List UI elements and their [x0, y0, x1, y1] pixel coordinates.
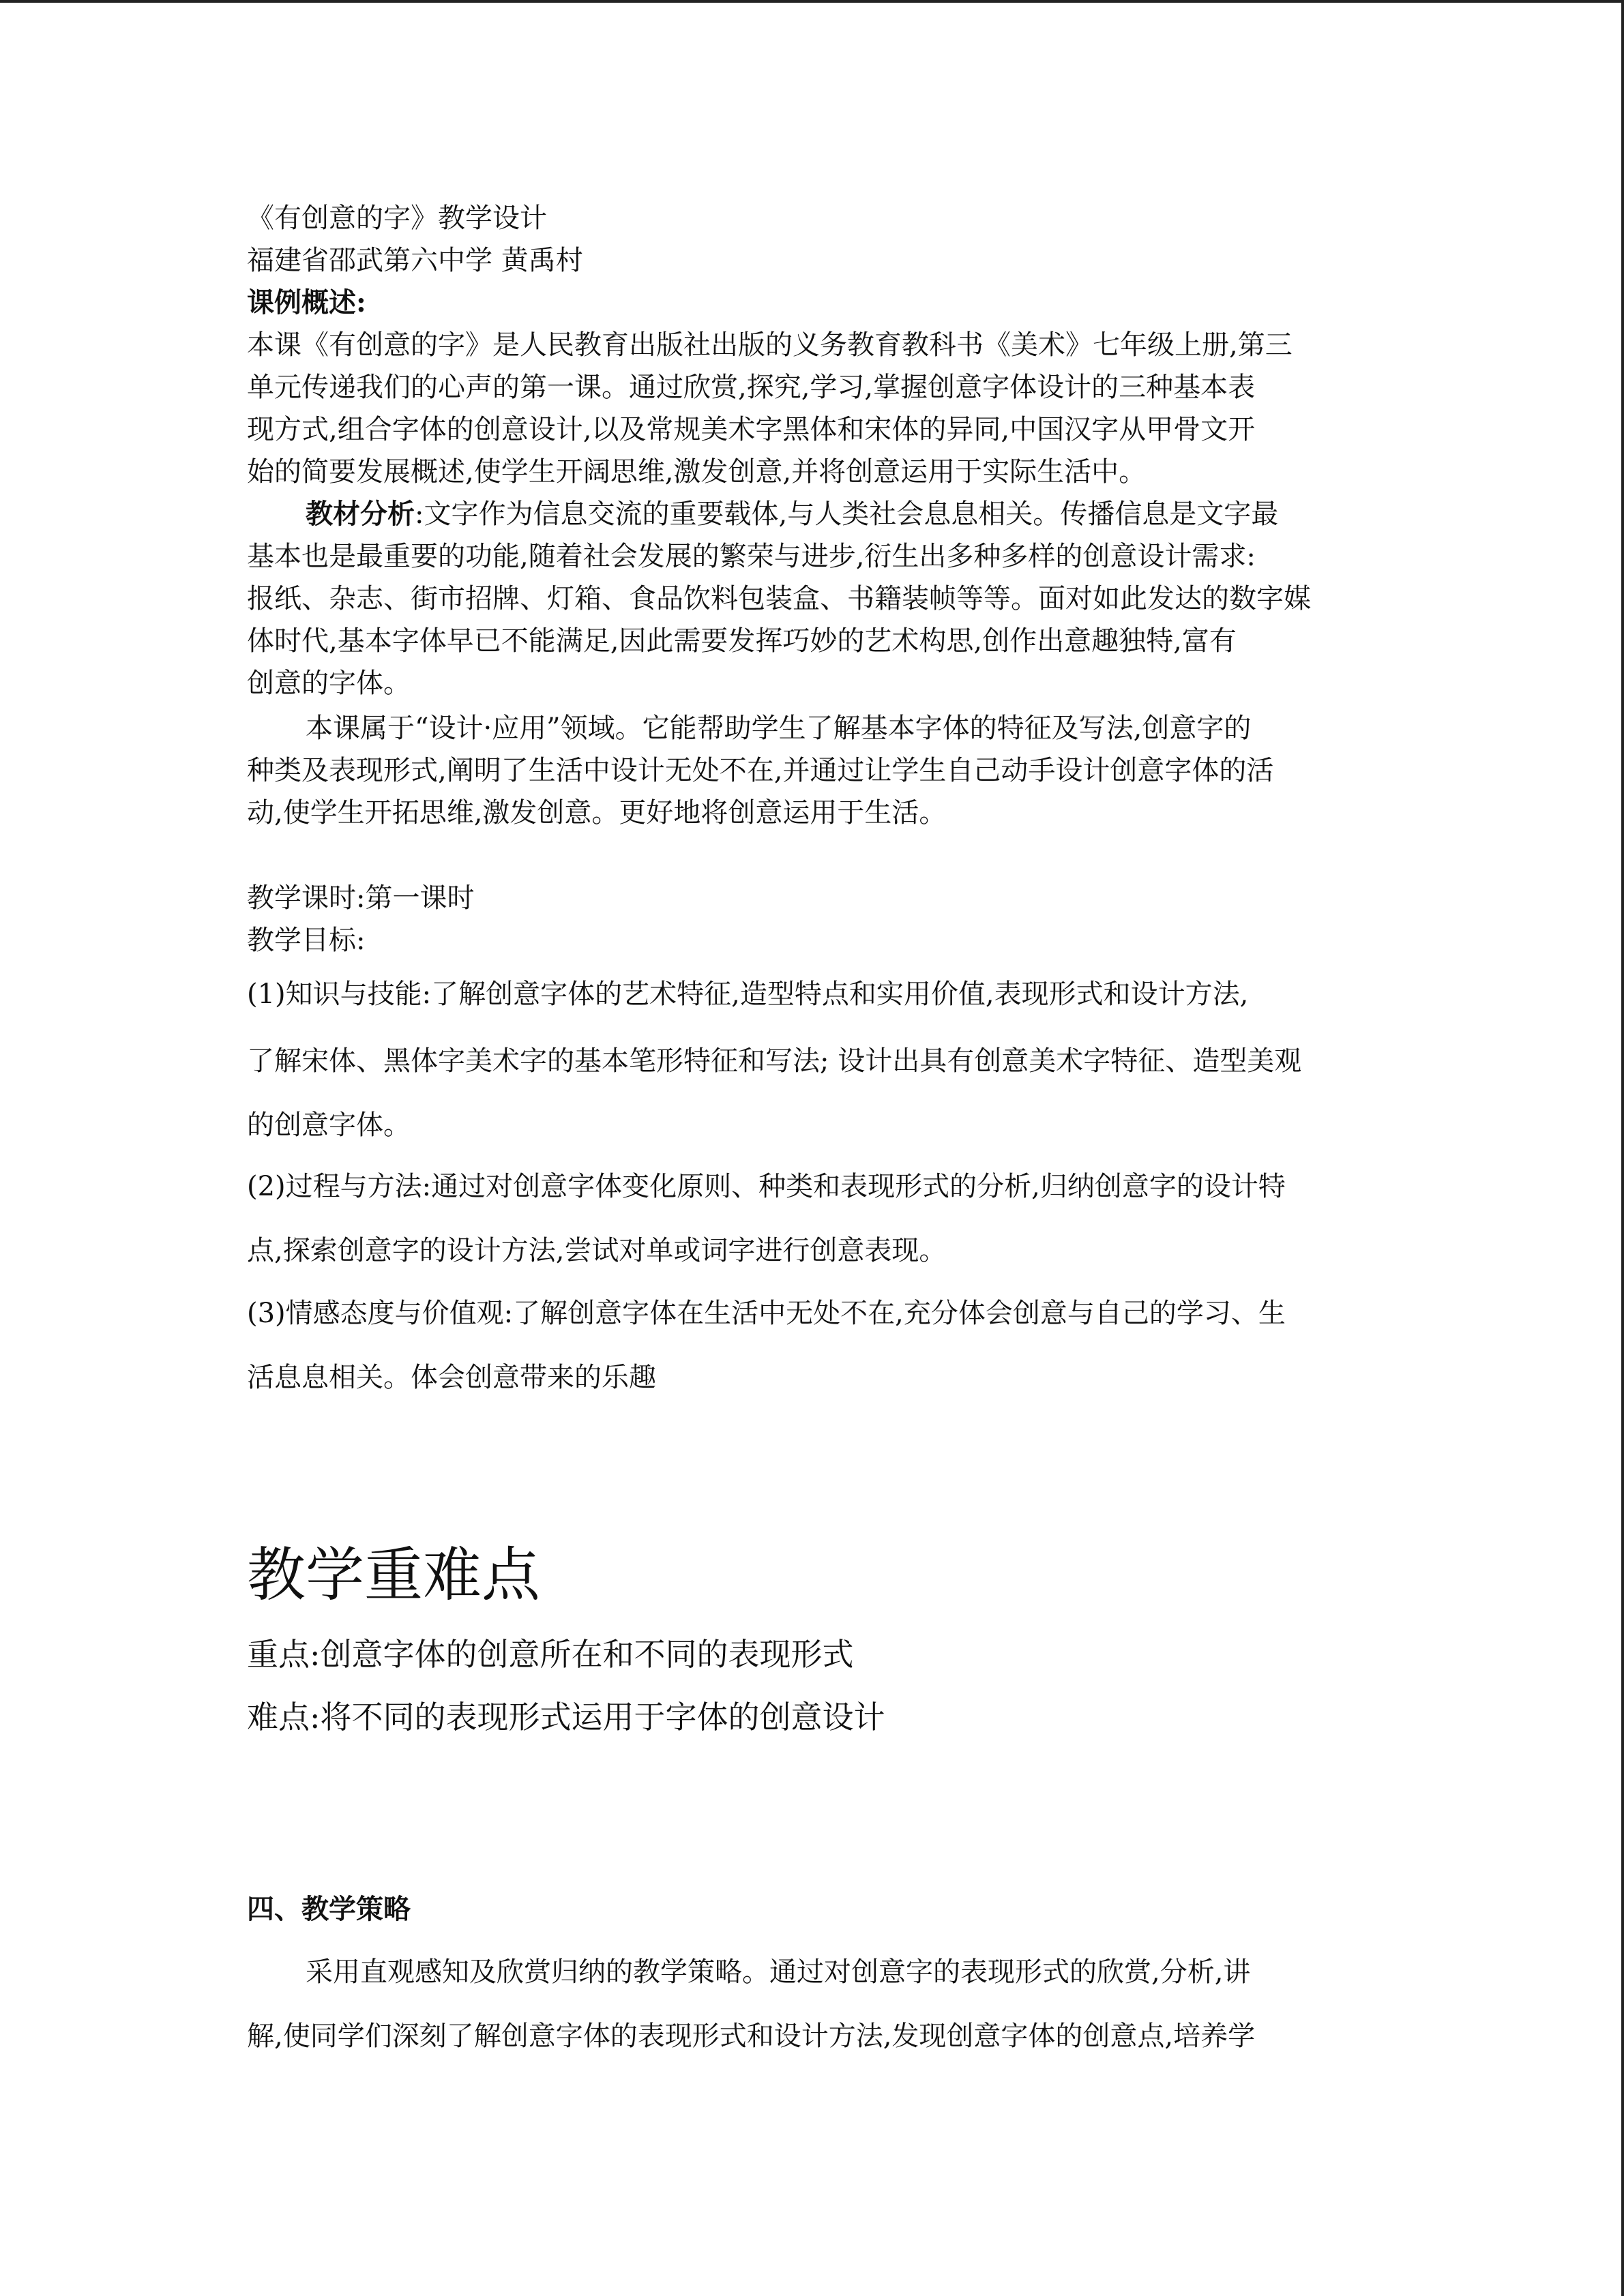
analysis-line: 基本也是最重要的功能,随着社会发展的繁荣与进步,衍生出多种多样的创意设计需求: — [247, 541, 1256, 572]
difficult-point: 难点:将不同的表现形式运用于字体的创意设计 — [247, 1699, 885, 1735]
analysis-first-line — [247, 498, 1278, 531]
key-points-heading: 教学重难点 — [247, 1541, 540, 1609]
objective-line: (3)情感态度与价值观:了解创意字体在生活中无处不在,充分体会创意与自己的学习、生 — [247, 1298, 1286, 1329]
strategy-line: 采用直观感知及欣赏归纳的教学策略。通过对创意字的表现形式的欣赏,分析,讲 — [306, 1956, 1251, 1988]
domain-line: 本课属于“设计·应用”领域。它能帮助学生了解基本字体的特征及写法,创意字的 — [306, 713, 1252, 744]
top-border — [0, 0, 1624, 3]
right-border — [1621, 0, 1624, 2296]
objective-line: 点,探索创意字的设计方法,尝试对单或词字进行创意表现。 — [247, 1235, 947, 1266]
analysis-line: 体时代,基本字体早已不能满足,因此需要发挥巧妙的艺术构思,创作出意趣独特,富有 — [247, 625, 1237, 657]
objective-line: 的创意字体。 — [247, 1109, 411, 1141]
overview-line: 单元传递我们的心声的第一课。通过欣赏,探究,学习,掌握创意字体设计的三种基本表 — [247, 372, 1256, 403]
domain-line: 种类及表现形式,阐明了生活中设计无处不在,并通过让学生自己动手设计创意字体的活 — [247, 755, 1274, 786]
overview-line: 现方式,组合字体的创意设计,以及常规美术字黑体和宋体的异同,中国汉字从甲骨文开 — [247, 414, 1256, 445]
strategy-line: 解,使同学们深刻了解创意字体的表现形式和设计方法,发现创意字体的创意点,培养学 — [247, 2021, 1256, 2052]
objective-line: (1)知识与技能:了解创意字体的艺术特征,造型特点和实用价值,表现形式和设计方法, — [247, 979, 1249, 1010]
doc-author: 福建省邵武第六中学 黄禹村 — [247, 245, 583, 276]
strategy-heading: 四、教学策略 — [247, 1893, 411, 1925]
analysis-label: 教材分析 — [306, 498, 415, 530]
objectives-heading: 教学目标: — [247, 925, 366, 956]
analysis-first-text: :文字作为信息交流的重要载体,与人类社会息息相关。传播信息是文字最 — [415, 498, 1279, 530]
objective-line: 活息息相关。体会创意带来的乐趣 — [247, 1362, 656, 1393]
domain-line: 动,使学生开拓思维,激发创意。更好地将创意运用于生活。 — [247, 797, 947, 829]
overview-line: 本课《有创意的字》是人民教育出版社出版的义务教育教科书《美术》七年级上册,第三 — [247, 329, 1293, 361]
overview-line: 始的简要发展概述,使学生开阔思维,激发创意,并将创意运用于实际生活中。 — [247, 456, 1147, 488]
objective-line: 了解宋体、黑体字美术字的基本笔形特征和写法; 设计出具有创意美术字特征、造型美观 — [247, 1045, 1302, 1077]
analysis-line: 报纸、杂志、街市招牌、灯箱、食品饮料包装盒、书籍装帧等等。面对如此发达的数字媒 — [247, 583, 1311, 614]
analysis-line: 创意的字体。 — [247, 668, 411, 699]
key-point: 重点:创意字体的创意所在和不同的表现形式 — [247, 1636, 854, 1673]
objective-line: (2)过程与方法:通过对创意字体变化原则、种类和表现形式的分析,归纳创意字的设计特 — [247, 1171, 1286, 1202]
lesson-time: 教学课时:第一课时 — [247, 882, 475, 914]
overview-heading: 课例概述: — [247, 286, 366, 318]
doc-title: 《有创意的字》教学设计 — [247, 203, 547, 234]
